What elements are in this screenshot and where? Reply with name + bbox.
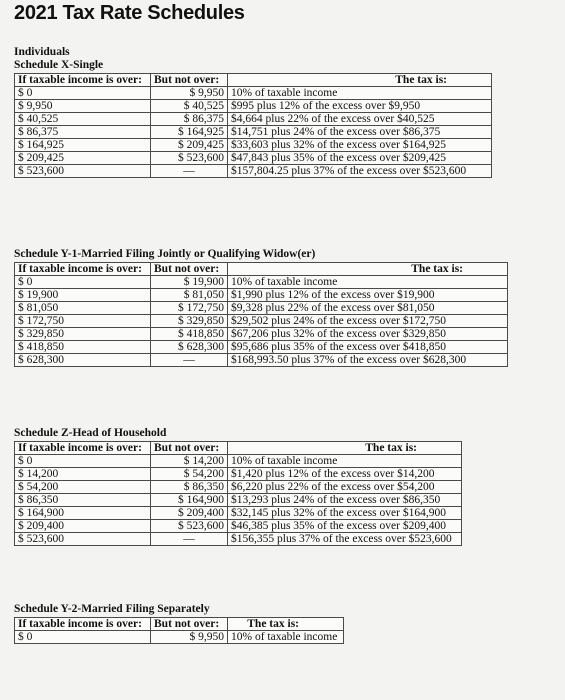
- income-over-cell: $ 523,600: [15, 533, 151, 546]
- table-row: [15, 100, 492, 113]
- not-over-cell: $ 54,200: [151, 468, 228, 481]
- income-over-cell: $ 0: [15, 87, 151, 100]
- table-row: [15, 139, 492, 152]
- header-not-over: But not over:: [151, 263, 228, 276]
- tax-formula-cell: $157,804.25 plus 37% of the excess over $523,600: [228, 165, 492, 178]
- schedule-z-title: Schedule Z-Head of Household: [14, 427, 167, 439]
- header-tax-is: The tax is:: [228, 74, 492, 87]
- schedule-y2-title: Schedule Y-2-Married Filing Separately: [14, 603, 210, 615]
- income-over-cell: $ 0: [15, 631, 151, 644]
- tax-formula-cell: $1,420 plus 12% of the excess over $14,200: [228, 468, 462, 481]
- not-over-cell: —: [151, 165, 228, 178]
- not-over-cell: $ 81,050: [151, 289, 228, 302]
- tax-formula-cell: $13,293 plus 24% of the excess over $86,350: [228, 494, 462, 507]
- income-over-cell: $ 9,950: [15, 100, 151, 113]
- income-over-cell: $ 86,350: [15, 494, 151, 507]
- income-over-cell: $ 19,900: [15, 289, 151, 302]
- not-over-cell: $ 86,350: [151, 481, 228, 494]
- table-row: [15, 276, 508, 289]
- table-row: [15, 165, 492, 178]
- header-tax-is: The tax is:: [228, 618, 344, 631]
- income-over-cell: $ 329,850: [15, 328, 151, 341]
- not-over-cell: $ 523,600: [151, 152, 228, 165]
- schedule-header-row: [15, 74, 492, 87]
- tax-formula-cell: $32,145 plus 32% of the excess over $164,900: [228, 507, 462, 520]
- table-row: [15, 354, 508, 367]
- tax-formula-cell: $29,502 plus 24% of the excess over $172,750: [228, 315, 508, 328]
- income-over-cell: $ 0: [15, 276, 151, 289]
- table-row: [15, 113, 492, 126]
- schedule-header-row: [15, 618, 344, 631]
- tax-formula-cell: $33,603 plus 32% of the excess over $164,925: [228, 139, 492, 152]
- not-over-cell: $ 418,850: [151, 328, 228, 341]
- table-row: [15, 315, 508, 328]
- table-row: [15, 455, 462, 468]
- income-over-cell: $ 209,400: [15, 520, 151, 533]
- tax-formula-cell: $995 plus 12% of the excess over $9,950: [228, 100, 492, 113]
- schedule-header-row: [15, 263, 508, 276]
- schedule-header-row: [15, 442, 462, 455]
- tax-formula-cell: $95,686 plus 35% of the excess over $418,850: [228, 341, 508, 354]
- tax-formula-cell: $9,328 plus 22% of the excess over $81,050: [228, 302, 508, 315]
- income-over-cell: $ 54,200: [15, 481, 151, 494]
- not-over-cell: —: [151, 354, 228, 367]
- header-tax-is: The tax is:: [228, 442, 462, 455]
- tax-formula-cell: $6,220 plus 22% of the excess over $54,200: [228, 481, 462, 494]
- income-over-cell: $ 164,900: [15, 507, 151, 520]
- page-title: 2021 Tax Rate Schedules: [14, 2, 245, 24]
- income-over-cell: $ 209,425: [15, 152, 151, 165]
- header-tax-is: The tax is:: [228, 263, 508, 276]
- not-over-cell: $ 164,900: [151, 494, 228, 507]
- schedule-y2-table: [14, 617, 344, 644]
- income-over-cell: $ 81,050: [15, 302, 151, 315]
- table-row: [15, 468, 462, 481]
- not-over-cell: $ 9,950: [151, 87, 228, 100]
- table-row: [15, 87, 492, 100]
- header-not-over: But not over:: [151, 442, 228, 455]
- header-over: If taxable income is over:: [15, 263, 151, 276]
- table-row: [15, 341, 508, 354]
- table-row: [15, 481, 462, 494]
- table-row: [15, 328, 508, 341]
- table-row: [15, 507, 462, 520]
- income-over-cell: $ 0: [15, 455, 151, 468]
- header-not-over: But not over:: [151, 74, 228, 87]
- table-row: [15, 152, 492, 165]
- header-over: If taxable income is over:: [15, 74, 151, 87]
- not-over-cell: $ 86,375: [151, 113, 228, 126]
- not-over-cell: $ 164,925: [151, 126, 228, 139]
- income-over-cell: $ 418,850: [15, 341, 151, 354]
- header-over: If taxable income is over:: [15, 442, 151, 455]
- not-over-cell: $ 172,750: [151, 302, 228, 315]
- not-over-cell: $ 628,300: [151, 341, 228, 354]
- table-row: [15, 302, 508, 315]
- income-over-cell: $ 14,200: [15, 468, 151, 481]
- income-over-cell: $ 86,375: [15, 126, 151, 139]
- income-over-cell: $ 523,600: [15, 165, 151, 178]
- tax-formula-cell: 10% of taxable income: [228, 276, 508, 289]
- not-over-cell: $ 9,950: [151, 631, 228, 644]
- tax-formula-cell: 10% of taxable income: [228, 455, 462, 468]
- tax-formula-cell: $67,206 plus 32% of the excess over $329,850: [228, 328, 508, 341]
- not-over-cell: $ 19,900: [151, 276, 228, 289]
- table-row: [15, 126, 492, 139]
- schedule-x-table: [14, 73, 492, 178]
- table-row: [15, 533, 462, 546]
- not-over-cell: $ 40,525: [151, 100, 228, 113]
- not-over-cell: —: [151, 533, 228, 546]
- tax-formula-cell: $156,355 plus 37% of the excess over $523,600: [228, 533, 462, 546]
- tax-formula-cell: $168,993.50 plus 37% of the excess over $628,300: [228, 354, 508, 367]
- tax-formula-cell: $14,751 plus 24% of the excess over $86,375: [228, 126, 492, 139]
- not-over-cell: $ 209,400: [151, 507, 228, 520]
- tax-formula-cell: 10% of taxable income: [228, 87, 492, 100]
- not-over-cell: $ 523,600: [151, 520, 228, 533]
- schedule-x-title: Schedule X-Single: [14, 59, 104, 71]
- table-row: [15, 289, 508, 302]
- tax-formula-cell: $4,664 plus 22% of the excess over $40,525: [228, 113, 492, 126]
- schedule-y1-title: Schedule Y-1-Married Filing Jointly or Qualifying Widow(er): [14, 248, 316, 260]
- schedule-z-table: [14, 441, 462, 546]
- income-over-cell: $ 164,925: [15, 139, 151, 152]
- table-row: [15, 494, 462, 507]
- tax-formula-cell: 10% of taxable income: [228, 631, 344, 644]
- table-row: [15, 631, 344, 644]
- tax-formula-cell: $46,385 plus 35% of the excess over $209,400: [228, 520, 462, 533]
- income-over-cell: $ 40,525: [15, 113, 151, 126]
- income-over-cell: $ 628,300: [15, 354, 151, 367]
- not-over-cell: $ 329,850: [151, 315, 228, 328]
- not-over-cell: $ 14,200: [151, 455, 228, 468]
- schedule-y1-table: [14, 262, 508, 367]
- tax-formula-cell: $47,843 plus 35% of the excess over $209,425: [228, 152, 492, 165]
- income-over-cell: $ 172,750: [15, 315, 151, 328]
- table-row: [15, 520, 462, 533]
- not-over-cell: $ 209,425: [151, 139, 228, 152]
- individuals-label: Individuals: [14, 46, 70, 58]
- tax-formula-cell: $1,990 plus 12% of the excess over $19,900: [228, 289, 508, 302]
- header-not-over: But not over:: [151, 618, 228, 631]
- header-over: If taxable income is over:: [15, 618, 151, 631]
